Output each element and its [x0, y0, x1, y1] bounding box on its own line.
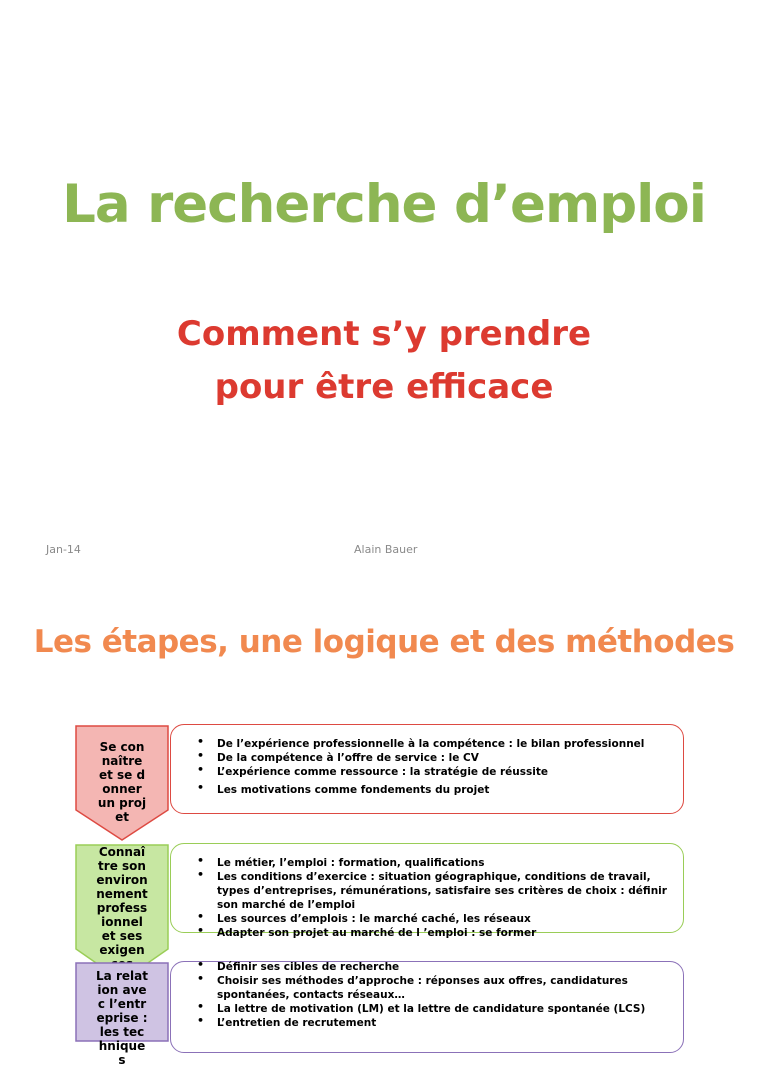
- slide-subtitle: [0, 308, 768, 414]
- list-item: • De la compétence à l’offre de service : le CV: [217, 751, 669, 765]
- list-item: • Les motivations comme fondements du projet: [217, 783, 669, 797]
- list-item: • Le métier, l’emploi : formation, qualifications: [217, 856, 669, 870]
- step-items: [171, 960, 683, 1030]
- step-box-3: [170, 961, 684, 1053]
- list-item: • La lettre de motivation (LM) et la lettre de candidature spontanée (LCS): [217, 1002, 669, 1016]
- list-item: • Définir ses cibles de recherche: [217, 960, 669, 974]
- step-label: La relation avec l’entreprise : les techniques: [96, 969, 148, 1067]
- subtitle-line-1: Comment s’y prendre: [176, 314, 592, 354]
- step-items: [171, 844, 683, 940]
- slide-title: La recherche d’emploi: [62, 174, 706, 235]
- list-item: • Les sources d’emplois : le marché caché, les réseaux: [217, 912, 669, 926]
- footer-author: Alain Bauer: [354, 543, 418, 556]
- steps-title: Les étapes, une logique et des méthodes: [33, 624, 735, 660]
- step-items: [171, 725, 683, 797]
- footer-date: Jan-14: [46, 543, 81, 556]
- subtitle-line-2: pour être efficace: [214, 367, 554, 407]
- steps-slide: [0, 576, 768, 1067]
- list-item: • Adapter son projet au marché de l ’emploi : se former: [217, 926, 669, 940]
- list-item: • De l’expérience professionnelle à la compétence : le bilan professionnel: [217, 737, 669, 751]
- step-label: Connaître son environnement professionnel et ses exigen: [96, 845, 148, 957]
- list-item: • L’entretien de recrutement: [217, 1016, 669, 1030]
- step-box-1: [170, 724, 684, 814]
- list-item: • Les conditions d’exercice : situation géographique, conditions de travail, types d’entreprises, rémunérations, satisfaire ses critères de choix : définir son marché de l’emploi: [217, 870, 669, 912]
- list-item: • L’expérience comme ressource : la stratégie de réussite: [217, 765, 669, 779]
- step-label: Se connaître et se donner un projet: [97, 740, 147, 824]
- step-box-2: [170, 843, 684, 939]
- list-item: • Choisir ses méthodes d’approche : réponses aux offres, candidatures spontanées, contacts réseaux…: [217, 974, 669, 1002]
